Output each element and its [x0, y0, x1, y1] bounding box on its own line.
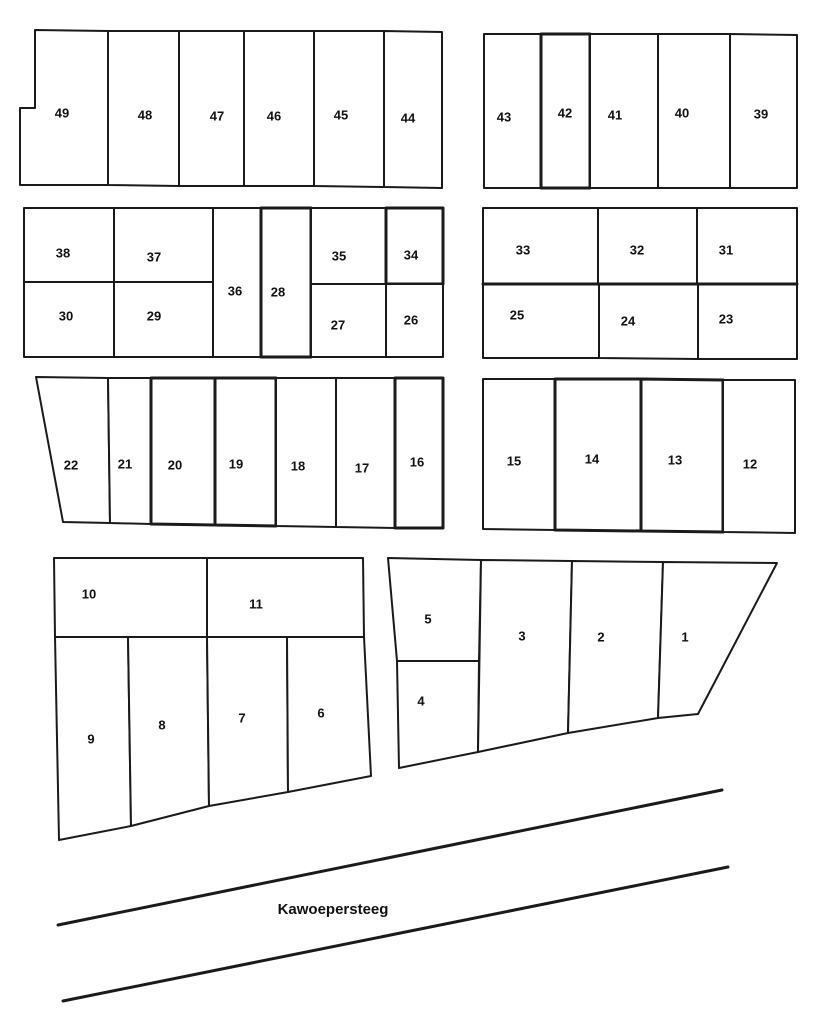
lot-label-33: 33: [515, 242, 531, 258]
lot-label-19: 19: [228, 456, 244, 472]
block-middle-right: [483, 208, 797, 359]
block-lower-left: [36, 377, 443, 528]
lot-label-15: 15: [506, 453, 522, 469]
lot-label-18: 18: [290, 458, 306, 474]
lot-label-42: 42: [557, 105, 573, 121]
lot-label-44: 44: [400, 110, 416, 126]
lot-label-31: 31: [718, 242, 734, 258]
lot-label-26: 26: [403, 312, 419, 328]
lot-label-30: 30: [58, 308, 74, 324]
lot-label-37: 37: [146, 249, 162, 265]
lot-label-6: 6: [317, 705, 325, 721]
lot-label-49: 49: [54, 105, 70, 121]
lot-32[interactable]: [598, 208, 697, 284]
lot-label-22: 22: [63, 457, 79, 473]
lot-4[interactable]: [397, 661, 479, 768]
lot-43[interactable]: [484, 34, 541, 188]
road-edge-bottom: [63, 867, 728, 1001]
lot-label-46: 46: [266, 108, 282, 124]
block-bottom-left: [54, 558, 371, 840]
lot-3[interactable]: [478, 560, 572, 752]
lot-label-32: 32: [629, 242, 645, 258]
lot-label-17: 17: [354, 460, 370, 476]
lot-label-43: 43: [496, 109, 512, 125]
lot-40[interactable]: [658, 34, 730, 188]
lot-label-2: 2: [597, 629, 605, 645]
lot-25[interactable]: [483, 284, 599, 358]
lot-label-45: 45: [333, 107, 349, 123]
lot-label-28: 28: [270, 284, 286, 300]
lot-17[interactable]: [336, 378, 395, 528]
lot-label-23: 23: [718, 311, 734, 327]
lot-34[interactable]: [386, 208, 443, 284]
lot-label-36: 36: [227, 283, 243, 299]
lot-41[interactable]: [590, 34, 658, 188]
lot-7[interactable]: [207, 637, 288, 806]
block-bottom-right: [388, 558, 777, 768]
lot-label-8: 8: [158, 717, 166, 733]
lot-label-12: 12: [742, 456, 758, 472]
block-top-right: [484, 34, 797, 188]
lot-label-11: 11: [249, 596, 263, 612]
lot-label-14: 14: [584, 451, 600, 467]
lot-label-41: 41: [607, 107, 623, 123]
lot-12[interactable]: [723, 380, 795, 533]
lot-label-34: 34: [403, 247, 419, 263]
street-name-label: Kawoepersteeg: [277, 900, 389, 918]
lot-label-10: 10: [81, 586, 97, 602]
lot-45[interactable]: [314, 31, 384, 187]
block-top-left: [20, 30, 442, 188]
lot-11[interactable]: [207, 558, 364, 637]
lot-label-3: 3: [518, 628, 526, 644]
lot-label-5: 5: [424, 611, 432, 627]
lot-19[interactable]: [215, 378, 276, 526]
lot-label-13: 13: [667, 452, 683, 468]
lot-1[interactable]: [658, 562, 777, 718]
lot-6[interactable]: [287, 637, 371, 792]
lot-label-4: 4: [417, 693, 425, 709]
lot-29[interactable]: [114, 282, 213, 357]
lot-label-40: 40: [674, 105, 690, 121]
lot-35[interactable]: [311, 208, 386, 284]
lot-21[interactable]: [108, 378, 151, 524]
lot-label-35: 35: [331, 248, 347, 264]
lot-31[interactable]: [697, 208, 797, 284]
lot-37[interactable]: [114, 208, 213, 282]
lot-label-1: 1: [681, 629, 689, 645]
lot-16[interactable]: [395, 378, 443, 528]
road: [58, 790, 728, 1001]
lot-24[interactable]: [599, 284, 698, 359]
lot-label-20: 20: [167, 457, 183, 473]
lot-label-27: 27: [330, 317, 346, 333]
lot-label-47: 47: [209, 108, 225, 124]
lot-label-29: 29: [146, 308, 162, 324]
lot-5[interactable]: [388, 558, 481, 661]
lot-20[interactable]: [151, 378, 215, 525]
lot-label-7: 7: [238, 710, 246, 726]
lot-18[interactable]: [276, 378, 336, 527]
lot-22[interactable]: [36, 377, 110, 523]
lot-label-21: 21: [117, 456, 133, 472]
lot-label-48: 48: [137, 107, 153, 123]
lot-23[interactable]: [698, 284, 797, 359]
lot-label-39: 39: [753, 106, 769, 122]
lot-label-9: 9: [87, 731, 95, 747]
lot-label-16: 16: [409, 454, 425, 470]
lot-28[interactable]: [261, 208, 311, 357]
lot-label-38: 38: [55, 245, 71, 261]
lot-27[interactable]: [311, 284, 386, 357]
lot-label-25: 25: [509, 307, 525, 323]
lot-2[interactable]: [568, 561, 663, 733]
lot-10[interactable]: [54, 558, 207, 637]
lot-8[interactable]: [128, 637, 209, 826]
lot-33[interactable]: [483, 208, 598, 284]
lot-label-24: 24: [620, 313, 636, 329]
